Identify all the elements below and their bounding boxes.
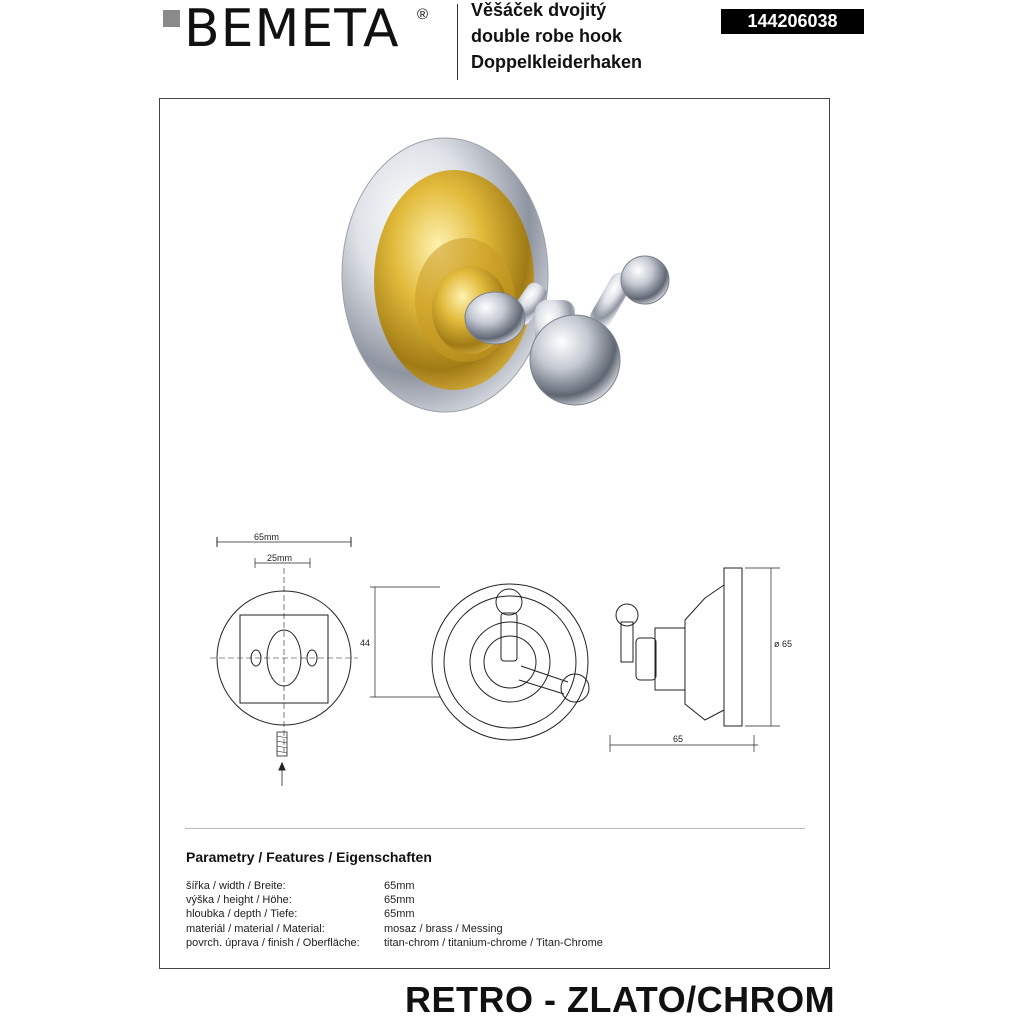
param-value: 65mm <box>384 880 415 892</box>
collection-footer: RETRO - ZLATO/CHROM <box>405 979 836 1020</box>
title-german: Doppelkleiderhaken <box>471 52 643 72</box>
brand-logo: BEMETA <box>184 0 400 59</box>
param-value: 65mm <box>384 894 415 906</box>
product-code: 144206038 <box>721 9 864 34</box>
header-divider <box>457 4 458 80</box>
param-label: výška / height / Höhe: <box>186 894 292 906</box>
dim-front-width: 65mm <box>254 532 280 542</box>
param-value: 65mm <box>384 908 415 920</box>
param-label: hloubka / depth / Tiefe: <box>186 908 298 920</box>
parameters-title: Parametry / Features / Eigenschaften <box>186 849 432 865</box>
title-czech: Věšáček dvojitý <box>471 0 607 20</box>
param-label: šířka / width / Breite: <box>186 880 286 892</box>
dim-side-height: 44 <box>360 638 371 648</box>
param-label: povrch. úprava / finish / Oberfläche: <box>186 937 360 949</box>
param-label: materiál / material / Material: <box>186 923 325 935</box>
logo-square <box>163 10 180 27</box>
section-separator <box>185 828 805 829</box>
dim-hole-spacing: 25mm <box>267 553 293 563</box>
title-english: double robe hook <box>471 26 622 46</box>
param-value: titan-chrom / titanium-chrome / Titan-Chrome <box>384 937 603 949</box>
dim-depth: 65 <box>673 734 684 744</box>
technical-drawings <box>190 520 810 800</box>
dim-diameter: ø 65 <box>774 639 793 649</box>
registered-mark: ® <box>417 6 429 23</box>
param-value: mosaz / brass / Messing <box>384 923 503 935</box>
product-photo <box>330 130 690 430</box>
